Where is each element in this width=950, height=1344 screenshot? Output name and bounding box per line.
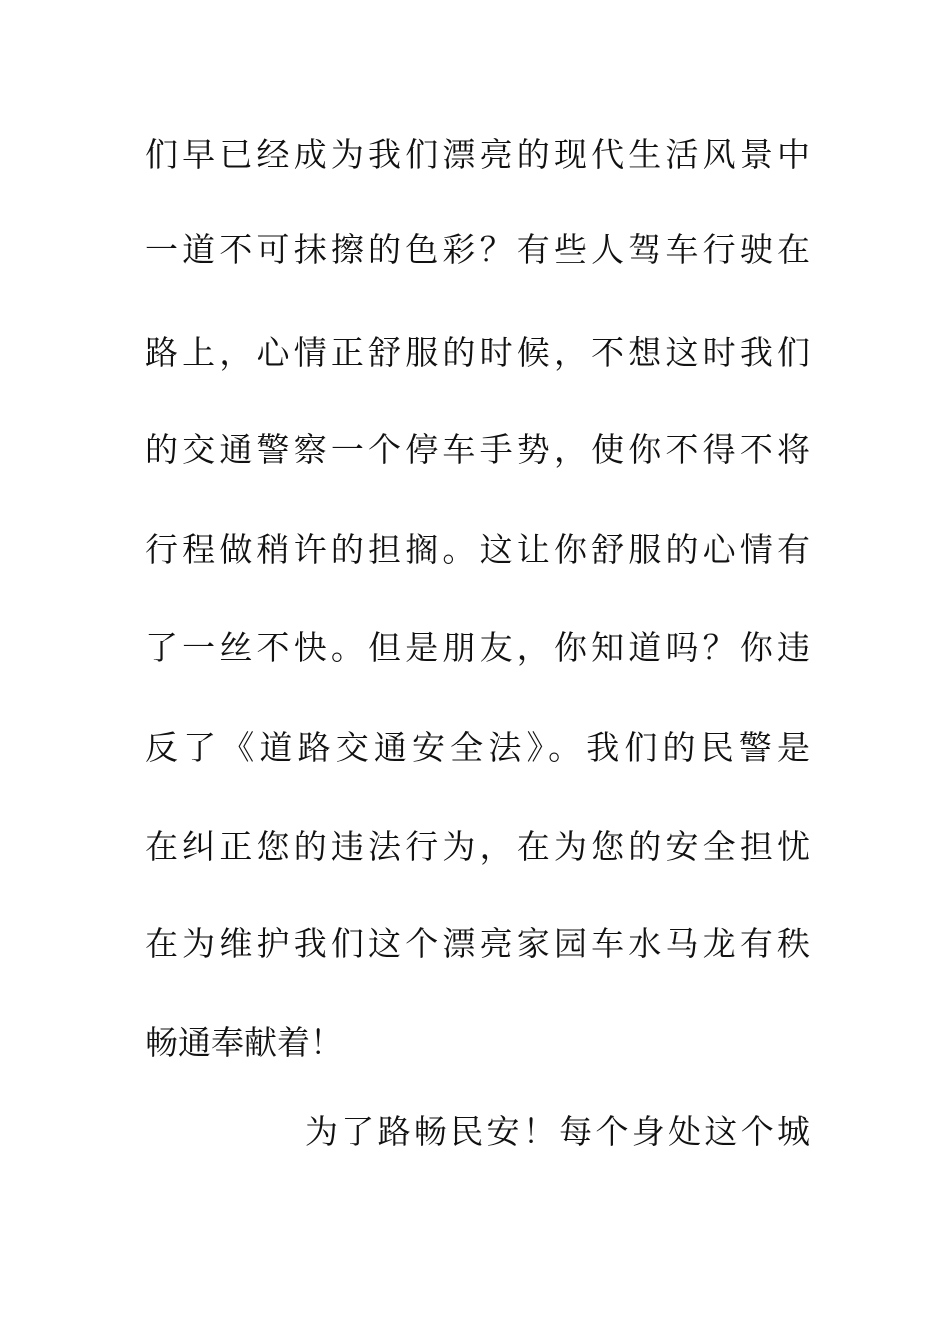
text-line: 反了《道路交通安全法》。我们的民警是 <box>145 728 810 767</box>
text-line: 在纠正您的违法行为，在为您的安全担忧 <box>145 827 810 866</box>
text-line: 的交通警察一个停车手势，使你不得不将 <box>145 430 810 469</box>
text-line: 们早已经成为我们漂亮的现代生活风景中 <box>145 135 810 174</box>
paragraph-start-line: 为了路畅民安！每个身处这个城 <box>305 1112 810 1151</box>
text-line: 畅通奉献着！ <box>145 1023 343 1062</box>
text-line: 一道不可抹擦的色彩？有些人驾车行驶在 <box>145 230 810 269</box>
text-line: 路上，心情正舒服的时候，不想这时我们 <box>145 333 810 372</box>
text-line: 了一丝不快。但是朋友，你知道吗？你违 <box>145 628 810 667</box>
text-line: 行程做稍许的担搁。这让你舒服的心情有 <box>145 530 810 569</box>
text-line: 在为维护我们这个漂亮家园车水马龙有秩 <box>145 924 810 963</box>
